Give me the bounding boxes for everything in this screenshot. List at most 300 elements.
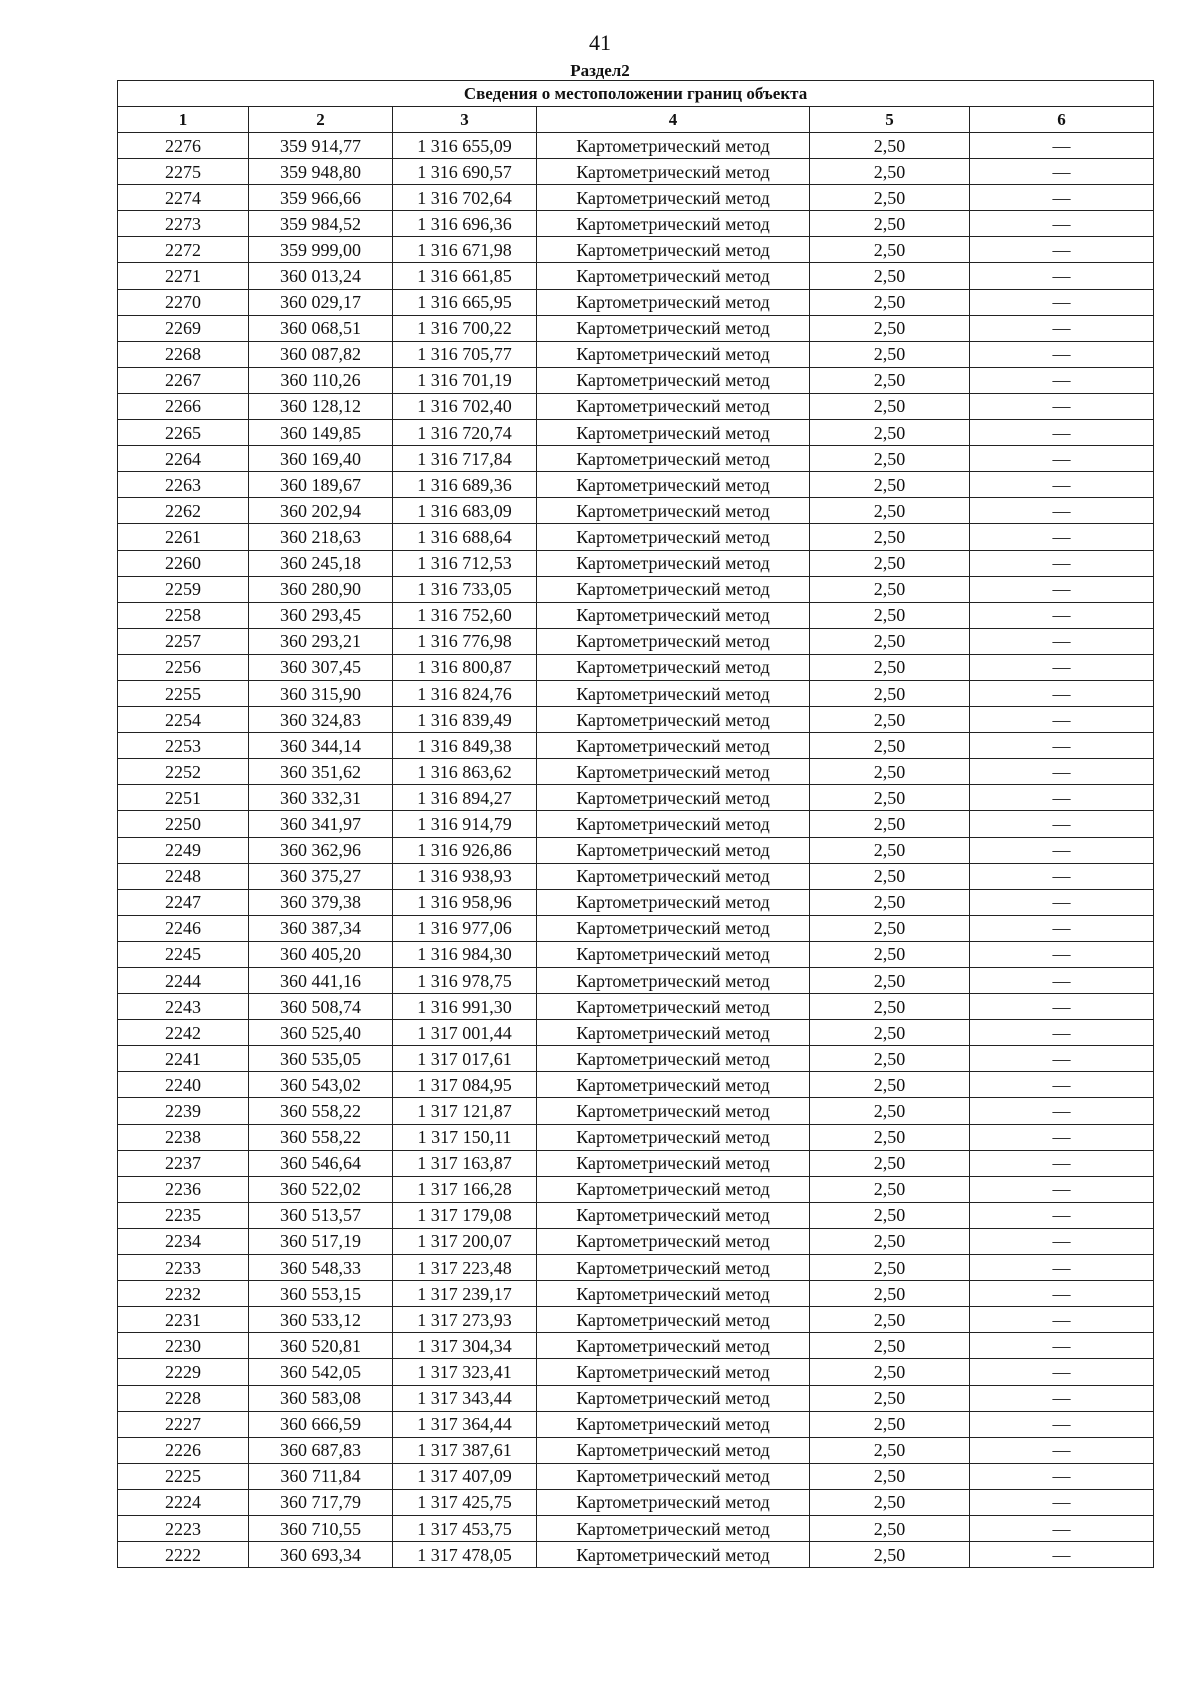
table-row: [118, 863, 1154, 889]
method-cell: Картометрический метод: [537, 941, 810, 967]
method-cell: Картометрический метод: [537, 1515, 810, 1541]
accuracy-cell: 2,50: [810, 1281, 970, 1307]
description-cell: —: [970, 1072, 1154, 1098]
accuracy-cell: 2,50: [810, 263, 970, 289]
description-cell: —: [970, 159, 1154, 185]
table-row: [118, 759, 1154, 785]
y-coordinate-cell: 1 317 453,75: [393, 1515, 537, 1541]
description-cell: —: [970, 1176, 1154, 1202]
accuracy-cell: 2,50: [810, 889, 970, 915]
accuracy-cell: 2,50: [810, 1307, 970, 1333]
x-coordinate-cell: 360 307,45: [249, 654, 393, 680]
description-cell: —: [970, 1046, 1154, 1072]
accuracy-cell: 2,50: [810, 393, 970, 419]
point-number-cell: 2240: [118, 1072, 249, 1098]
method-cell: Картометрический метод: [537, 1281, 810, 1307]
description-cell: —: [970, 1411, 1154, 1437]
column-number-2: 2: [249, 107, 393, 133]
table-row: [118, 994, 1154, 1020]
x-coordinate-cell: 360 441,16: [249, 968, 393, 994]
method-cell: Картометрический метод: [537, 1020, 810, 1046]
accuracy-cell: 2,50: [810, 211, 970, 237]
accuracy-cell: 2,50: [810, 1333, 970, 1359]
point-number-cell: 2225: [118, 1463, 249, 1489]
method-cell: Картометрический метод: [537, 1124, 810, 1150]
y-coordinate-cell: 1 316 720,74: [393, 420, 537, 446]
description-cell: —: [970, 994, 1154, 1020]
y-coordinate-cell: 1 317 179,08: [393, 1202, 537, 1228]
x-coordinate-cell: 359 999,00: [249, 237, 393, 263]
method-cell: Картометрический метод: [537, 393, 810, 419]
method-cell: Картометрический метод: [537, 759, 810, 785]
y-coordinate-cell: 1 316 717,84: [393, 446, 537, 472]
table-row: [118, 915, 1154, 941]
column-number-6: 6: [970, 107, 1154, 133]
point-number-cell: 2245: [118, 941, 249, 967]
method-cell: Картометрический метод: [537, 1437, 810, 1463]
method-cell: Картометрический метод: [537, 289, 810, 315]
table-row: [118, 1098, 1154, 1124]
y-coordinate-cell: 1 316 671,98: [393, 237, 537, 263]
table-row: [118, 524, 1154, 550]
y-coordinate-cell: 1 317 323,41: [393, 1359, 537, 1385]
description-cell: —: [970, 915, 1154, 941]
x-coordinate-cell: 360 169,40: [249, 446, 393, 472]
table-row: [118, 289, 1154, 315]
point-number-cell: 2265: [118, 420, 249, 446]
description-cell: —: [970, 1202, 1154, 1228]
point-number-cell: 2227: [118, 1411, 249, 1437]
method-cell: Картометрический метод: [537, 550, 810, 576]
accuracy-cell: 2,50: [810, 1359, 970, 1385]
x-coordinate-cell: 360 533,12: [249, 1307, 393, 1333]
point-number-cell: 2270: [118, 289, 249, 315]
description-cell: —: [970, 289, 1154, 315]
point-number-cell: 2271: [118, 263, 249, 289]
point-number-cell: 2244: [118, 968, 249, 994]
method-cell: Картометрический метод: [537, 185, 810, 211]
table-row: [118, 341, 1154, 367]
accuracy-cell: 2,50: [810, 1385, 970, 1411]
x-coordinate-cell: 360 324,83: [249, 707, 393, 733]
point-number-cell: 2248: [118, 863, 249, 889]
y-coordinate-cell: 1 316 938,93: [393, 863, 537, 889]
table-row: [118, 1463, 1154, 1489]
point-number-cell: 2251: [118, 785, 249, 811]
method-cell: Картометрический метод: [537, 1150, 810, 1176]
point-number-cell: 2231: [118, 1307, 249, 1333]
point-number-cell: 2274: [118, 185, 249, 211]
accuracy-cell: 2,50: [810, 576, 970, 602]
table-row: [118, 1150, 1154, 1176]
accuracy-cell: 2,50: [810, 1228, 970, 1254]
table-row: [118, 263, 1154, 289]
method-cell: Картометрический метод: [537, 602, 810, 628]
y-coordinate-cell: 1 316 689,36: [393, 472, 537, 498]
point-number-cell: 2237: [118, 1150, 249, 1176]
description-cell: —: [970, 889, 1154, 915]
table-row: [118, 393, 1154, 419]
point-number-cell: 2223: [118, 1515, 249, 1541]
column-number-row: [118, 107, 1154, 133]
accuracy-cell: 2,50: [810, 1463, 970, 1489]
point-number-cell: 2233: [118, 1255, 249, 1281]
method-cell: Картометрический метод: [537, 654, 810, 680]
y-coordinate-cell: 1 316 683,09: [393, 498, 537, 524]
method-cell: Картометрический метод: [537, 707, 810, 733]
x-coordinate-cell: 360 553,15: [249, 1281, 393, 1307]
accuracy-cell: 2,50: [810, 367, 970, 393]
x-coordinate-cell: 360 520,81: [249, 1333, 393, 1359]
description-cell: —: [970, 1020, 1154, 1046]
method-cell: Картометрический метод: [537, 1489, 810, 1515]
accuracy-cell: 2,50: [810, 524, 970, 550]
x-coordinate-cell: 360 513,57: [249, 1202, 393, 1228]
accuracy-cell: 2,50: [810, 1255, 970, 1281]
y-coordinate-cell: 1 316 688,64: [393, 524, 537, 550]
x-coordinate-cell: 359 984,52: [249, 211, 393, 237]
y-coordinate-cell: 1 317 001,44: [393, 1020, 537, 1046]
x-coordinate-cell: 360 293,45: [249, 602, 393, 628]
method-cell: Картометрический метод: [537, 837, 810, 863]
point-number-cell: 2252: [118, 759, 249, 785]
x-coordinate-cell: 360 666,59: [249, 1411, 393, 1437]
point-number-cell: 2272: [118, 237, 249, 263]
description-cell: —: [970, 1385, 1154, 1411]
y-coordinate-cell: 1 317 273,93: [393, 1307, 537, 1333]
method-cell: Картометрический метод: [537, 1411, 810, 1437]
table-row: [118, 1202, 1154, 1228]
column-number-4: 4: [537, 107, 810, 133]
table-row: [118, 1124, 1154, 1150]
y-coordinate-cell: 1 317 343,44: [393, 1385, 537, 1411]
accuracy-cell: 2,50: [810, 994, 970, 1020]
y-coordinate-cell: 1 316 696,36: [393, 211, 537, 237]
method-cell: Картометрический метод: [537, 1046, 810, 1072]
description-cell: —: [970, 393, 1154, 419]
accuracy-cell: 2,50: [810, 1437, 970, 1463]
description-cell: —: [970, 472, 1154, 498]
accuracy-cell: 2,50: [810, 237, 970, 263]
y-coordinate-cell: 1 317 239,17: [393, 1281, 537, 1307]
description-cell: —: [970, 941, 1154, 967]
description-cell: —: [970, 628, 1154, 654]
description-cell: —: [970, 315, 1154, 341]
table-row: [118, 1542, 1154, 1568]
point-number-cell: 2226: [118, 1437, 249, 1463]
y-coordinate-cell: 1 317 478,05: [393, 1542, 537, 1568]
accuracy-cell: 2,50: [810, 133, 970, 159]
method-cell: Картометрический метод: [537, 446, 810, 472]
x-coordinate-cell: 360 558,22: [249, 1098, 393, 1124]
table-row: [118, 1176, 1154, 1202]
table-row: [118, 941, 1154, 967]
table-row: [118, 1411, 1154, 1437]
table-row: [118, 1359, 1154, 1385]
description-cell: —: [970, 524, 1154, 550]
point-number-cell: 2242: [118, 1020, 249, 1046]
accuracy-cell: 2,50: [810, 811, 970, 837]
y-coordinate-cell: 1 317 150,11: [393, 1124, 537, 1150]
point-number-cell: 2255: [118, 680, 249, 706]
method-cell: Картометрический метод: [537, 968, 810, 994]
table-row: [118, 1228, 1154, 1254]
y-coordinate-cell: 1 316 839,49: [393, 707, 537, 733]
method-cell: Картометрический метод: [537, 889, 810, 915]
y-coordinate-cell: 1 316 655,09: [393, 133, 537, 159]
accuracy-cell: 2,50: [810, 341, 970, 367]
table-row: [118, 1385, 1154, 1411]
point-number-cell: 2249: [118, 837, 249, 863]
x-coordinate-cell: 360 351,62: [249, 759, 393, 785]
x-coordinate-cell: 360 535,05: [249, 1046, 393, 1072]
method-cell: Картометрический метод: [537, 1385, 810, 1411]
description-cell: —: [970, 680, 1154, 706]
x-coordinate-cell: 360 280,90: [249, 576, 393, 602]
accuracy-cell: 2,50: [810, 498, 970, 524]
point-number-cell: 2261: [118, 524, 249, 550]
description-cell: —: [970, 707, 1154, 733]
point-number-cell: 2258: [118, 602, 249, 628]
method-cell: Картометрический метод: [537, 133, 810, 159]
page-number: 41: [589, 30, 611, 55]
y-coordinate-cell: 1 316 733,05: [393, 576, 537, 602]
method-cell: Картометрический метод: [537, 1202, 810, 1228]
x-coordinate-cell: 359 914,77: [249, 133, 393, 159]
point-number-cell: 2262: [118, 498, 249, 524]
accuracy-cell: 2,50: [810, 785, 970, 811]
description-cell: —: [970, 863, 1154, 889]
method-cell: Картометрический метод: [537, 1098, 810, 1124]
description-cell: —: [970, 785, 1154, 811]
point-number-cell: 2247: [118, 889, 249, 915]
accuracy-cell: 2,50: [810, 550, 970, 576]
method-cell: Картометрический метод: [537, 863, 810, 889]
y-coordinate-cell: 1 316 665,95: [393, 289, 537, 315]
accuracy-cell: 2,50: [810, 289, 970, 315]
description-cell: —: [970, 576, 1154, 602]
x-coordinate-cell: 360 517,19: [249, 1228, 393, 1254]
y-coordinate-cell: 1 317 163,87: [393, 1150, 537, 1176]
y-coordinate-cell: 1 316 894,27: [393, 785, 537, 811]
method-cell: Картометрический метод: [537, 576, 810, 602]
x-coordinate-cell: 360 087,82: [249, 341, 393, 367]
accuracy-cell: 2,50: [810, 915, 970, 941]
table-row: [118, 1281, 1154, 1307]
description-cell: —: [970, 1515, 1154, 1541]
table-row: [118, 1489, 1154, 1515]
table-row: [118, 837, 1154, 863]
method-cell: Картометрический метод: [537, 341, 810, 367]
accuracy-cell: 2,50: [810, 1020, 970, 1046]
y-coordinate-cell: 1 316 926,86: [393, 837, 537, 863]
x-coordinate-cell: 360 711,84: [249, 1463, 393, 1489]
x-coordinate-cell: 360 068,51: [249, 315, 393, 341]
table-row: [118, 1437, 1154, 1463]
y-coordinate-cell: 1 316 690,57: [393, 159, 537, 185]
y-coordinate-cell: 1 316 700,22: [393, 315, 537, 341]
x-coordinate-cell: 360 013,24: [249, 263, 393, 289]
point-number-cell: 2243: [118, 994, 249, 1020]
x-coordinate-cell: 360 548,33: [249, 1255, 393, 1281]
x-coordinate-cell: 360 387,34: [249, 915, 393, 941]
x-coordinate-cell: 360 293,21: [249, 628, 393, 654]
accuracy-cell: 2,50: [810, 1411, 970, 1437]
y-coordinate-cell: 1 316 661,85: [393, 263, 537, 289]
x-coordinate-cell: 360 189,67: [249, 472, 393, 498]
y-coordinate-cell: 1 316 752,60: [393, 602, 537, 628]
description-cell: —: [970, 367, 1154, 393]
table-row: [118, 1333, 1154, 1359]
accuracy-cell: 2,50: [810, 733, 970, 759]
method-cell: Картометрический метод: [537, 263, 810, 289]
point-number-cell: 2257: [118, 628, 249, 654]
y-coordinate-cell: 1 316 701,19: [393, 367, 537, 393]
accuracy-cell: 2,50: [810, 159, 970, 185]
y-coordinate-cell: 1 316 863,62: [393, 759, 537, 785]
x-coordinate-cell: 360 693,34: [249, 1542, 393, 1568]
description-cell: —: [970, 1333, 1154, 1359]
description-cell: —: [970, 1437, 1154, 1463]
y-coordinate-cell: 1 317 387,61: [393, 1437, 537, 1463]
description-cell: —: [970, 1542, 1154, 1568]
method-cell: Картометрический метод: [537, 1463, 810, 1489]
accuracy-cell: 2,50: [810, 1046, 970, 1072]
method-cell: Картометрический метод: [537, 680, 810, 706]
description-cell: —: [970, 420, 1154, 446]
table-row: [118, 133, 1154, 159]
description-cell: —: [970, 759, 1154, 785]
x-coordinate-cell: 360 375,27: [249, 863, 393, 889]
table-row: [118, 185, 1154, 211]
x-coordinate-cell: 359 966,66: [249, 185, 393, 211]
method-cell: Картометрический метод: [537, 1542, 810, 1568]
table-row: [118, 707, 1154, 733]
y-coordinate-cell: 1 316 958,96: [393, 889, 537, 915]
accuracy-cell: 2,50: [810, 1124, 970, 1150]
x-coordinate-cell: 360 542,05: [249, 1359, 393, 1385]
point-number-cell: 2260: [118, 550, 249, 576]
point-number-cell: 2268: [118, 341, 249, 367]
accuracy-cell: 2,50: [810, 1515, 970, 1541]
table-row: [118, 733, 1154, 759]
y-coordinate-cell: 1 316 776,98: [393, 628, 537, 654]
column-number-3: 3: [393, 107, 537, 133]
description-cell: —: [970, 733, 1154, 759]
boundary-coordinates-table: [117, 80, 1154, 1568]
description-cell: —: [970, 550, 1154, 576]
y-coordinate-cell: 1 317 304,34: [393, 1333, 537, 1359]
description-cell: —: [970, 1281, 1154, 1307]
x-coordinate-cell: 360 341,97: [249, 811, 393, 837]
description-cell: —: [970, 1255, 1154, 1281]
x-coordinate-cell: 360 546,64: [249, 1150, 393, 1176]
description-cell: —: [970, 263, 1154, 289]
table-row: [118, 315, 1154, 341]
accuracy-cell: 2,50: [810, 1202, 970, 1228]
method-cell: Картометрический метод: [537, 472, 810, 498]
method-cell: Картометрический метод: [537, 811, 810, 837]
x-coordinate-cell: 360 558,22: [249, 1124, 393, 1150]
y-coordinate-cell: 1 317 223,48: [393, 1255, 537, 1281]
table-row: [118, 968, 1154, 994]
table-caption: Сведения о местоположении границ объекта: [118, 81, 1154, 107]
x-coordinate-cell: 360 332,31: [249, 785, 393, 811]
y-coordinate-cell: 1 316 800,87: [393, 654, 537, 680]
y-coordinate-cell: 1 316 824,76: [393, 680, 537, 706]
accuracy-cell: 2,50: [810, 472, 970, 498]
y-coordinate-cell: 1 316 977,06: [393, 915, 537, 941]
method-cell: Картометрический метод: [537, 420, 810, 446]
description-cell: —: [970, 1150, 1154, 1176]
method-cell: Картометрический метод: [537, 1228, 810, 1254]
description-cell: —: [970, 1307, 1154, 1333]
table-body: [118, 133, 1154, 1568]
x-coordinate-cell: 360 110,26: [249, 367, 393, 393]
description-cell: —: [970, 1228, 1154, 1254]
point-number-cell: 2235: [118, 1202, 249, 1228]
table-row: [118, 889, 1154, 915]
y-coordinate-cell: 1 317 017,61: [393, 1046, 537, 1072]
x-coordinate-cell: 360 508,74: [249, 994, 393, 1020]
table-row: [118, 785, 1154, 811]
accuracy-cell: 2,50: [810, 1542, 970, 1568]
table-row: [118, 446, 1154, 472]
accuracy-cell: 2,50: [810, 446, 970, 472]
accuracy-cell: 2,50: [810, 315, 970, 341]
method-cell: Картометрический метод: [537, 211, 810, 237]
y-coordinate-cell: 1 316 984,30: [393, 941, 537, 967]
y-coordinate-cell: 1 316 991,30: [393, 994, 537, 1020]
x-coordinate-cell: 359 948,80: [249, 159, 393, 185]
accuracy-cell: 2,50: [810, 680, 970, 706]
table-row: [118, 1307, 1154, 1333]
point-number-cell: 2275: [118, 159, 249, 185]
x-coordinate-cell: 360 128,12: [249, 393, 393, 419]
x-coordinate-cell: 360 149,85: [249, 420, 393, 446]
point-number-cell: 2253: [118, 733, 249, 759]
x-coordinate-cell: 360 245,18: [249, 550, 393, 576]
table-row: [118, 211, 1154, 237]
method-cell: Картометрический метод: [537, 1307, 810, 1333]
method-cell: Картометрический метод: [537, 524, 810, 550]
accuracy-cell: 2,50: [810, 628, 970, 654]
x-coordinate-cell: 360 710,55: [249, 1515, 393, 1541]
description-cell: —: [970, 811, 1154, 837]
point-number-cell: 2267: [118, 367, 249, 393]
y-coordinate-cell: 1 316 705,77: [393, 341, 537, 367]
x-coordinate-cell: 360 315,90: [249, 680, 393, 706]
x-coordinate-cell: 360 362,96: [249, 837, 393, 863]
accuracy-cell: 2,50: [810, 759, 970, 785]
description-cell: —: [970, 1359, 1154, 1385]
point-number-cell: 2241: [118, 1046, 249, 1072]
description-cell: —: [970, 341, 1154, 367]
accuracy-cell: 2,50: [810, 837, 970, 863]
column-number-1: 1: [118, 107, 249, 133]
y-coordinate-cell: 1 317 121,87: [393, 1098, 537, 1124]
method-cell: Картометрический метод: [537, 994, 810, 1020]
description-cell: —: [970, 133, 1154, 159]
accuracy-cell: 2,50: [810, 602, 970, 628]
description-cell: —: [970, 837, 1154, 863]
x-coordinate-cell: 360 218,63: [249, 524, 393, 550]
method-cell: Картометрический метод: [537, 367, 810, 393]
point-number-cell: 2266: [118, 393, 249, 419]
x-coordinate-cell: 360 029,17: [249, 289, 393, 315]
point-number-cell: 2239: [118, 1098, 249, 1124]
table-row: [118, 628, 1154, 654]
